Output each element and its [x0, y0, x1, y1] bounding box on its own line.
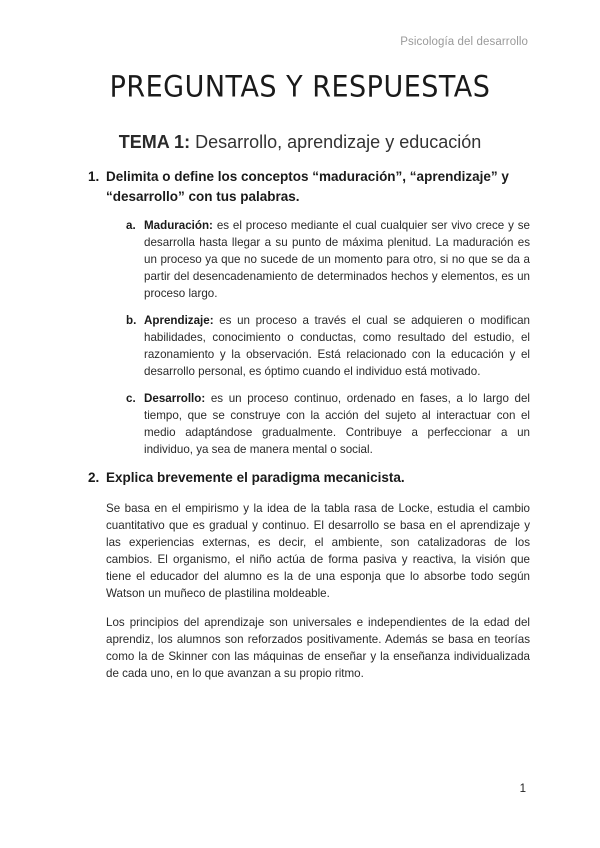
- definition-list: [126, 217, 530, 458]
- definition-letter: a.: [126, 219, 136, 232]
- header-subject: Psicología del desarrollo: [400, 36, 528, 48]
- definition-item-desarrollo: [126, 390, 530, 458]
- question-2: [88, 468, 530, 488]
- definition-term: Maduración:: [144, 219, 213, 232]
- topic-name: Desarrollo, aprendizaje y educación: [195, 132, 482, 152]
- content-body: [88, 167, 530, 682]
- page-title: PREGUNTAS Y RESPUESTAS: [109, 70, 491, 105]
- definition-term: Aprendizaje:: [144, 314, 214, 327]
- answer-paragraph: Se basa en el empirismo y la idea de la tabla rasa de Locke, estudia el cambio cuantitativo que es gradual y continuo. El desarrollo se basa en el aprendizaje y las experiencias externas, es decir, el ambiente, son catalizadoras de los cambios. El organismo, el niño actúa de forma pasiva y reactiva, la visión que tiene el educador del alumno es la de una esponja que lo absorbe todo según Watson un muñeco de plastilina moldeable.: [106, 502, 530, 600]
- question-number: 2.: [88, 470, 100, 485]
- definition-item-aprendizaje: [126, 312, 530, 380]
- definition-item-maduracion: [126, 217, 530, 302]
- definition-letter: c.: [126, 392, 136, 405]
- question-1: [88, 167, 530, 207]
- definition-letter: b.: [126, 314, 137, 327]
- definition-term: Desarrollo:: [144, 392, 206, 405]
- answer-paragraph: Los principios del aprendizaje son universales e independientes de la edad del aprendiz, los alumnos son reforzados positivamente. Además se basa en teorías como la de Skinner con las máquinas de enseñar y la enseñanza individualizada de cada uno, en lo que avanzan a su propio ritmo.: [106, 616, 530, 680]
- topic-label: TEMA 1:: [118, 132, 191, 152]
- question-text: Explica brevemente el paradigma mecanicista.: [106, 470, 405, 485]
- definition-text: es el proceso mediante el cual cualquier ser vivo crece y se desarrolla hasta llegar a su punto de máxima plenitud. La maduración es un proceso ya que no sucede de un momento para otro, si no que se da a partir del desencadenamiento de determinados hechos y elementos, es un proceso largo.: [144, 219, 530, 300]
- definition-text: es un proceso continuo, ordenado en fases, a lo largo del tiempo, que se construye con la acción del sujeto al interactuar con el medio adaptándose gradualmente. Contribuye a perfeccionar a un individuo, ya sea de manera mental o social.: [144, 392, 530, 456]
- question-text: Delimita o define los conceptos “maduración”, “aprendizaje” y “desarrollo” con tus palabras.: [106, 169, 509, 204]
- question-number: 1.: [88, 169, 100, 184]
- topic-heading: [0, 132, 600, 153]
- definition-text: es un proceso a través el cual se adquieren o modifican habilidades, conocimiento o conductas, como resultado del estudio, el razonamiento y la observación. Está relacionado con la educación y el desarrollo personal, es óptimo cuando el individuo está motivado.: [144, 314, 530, 378]
- page-number: 1: [519, 783, 526, 795]
